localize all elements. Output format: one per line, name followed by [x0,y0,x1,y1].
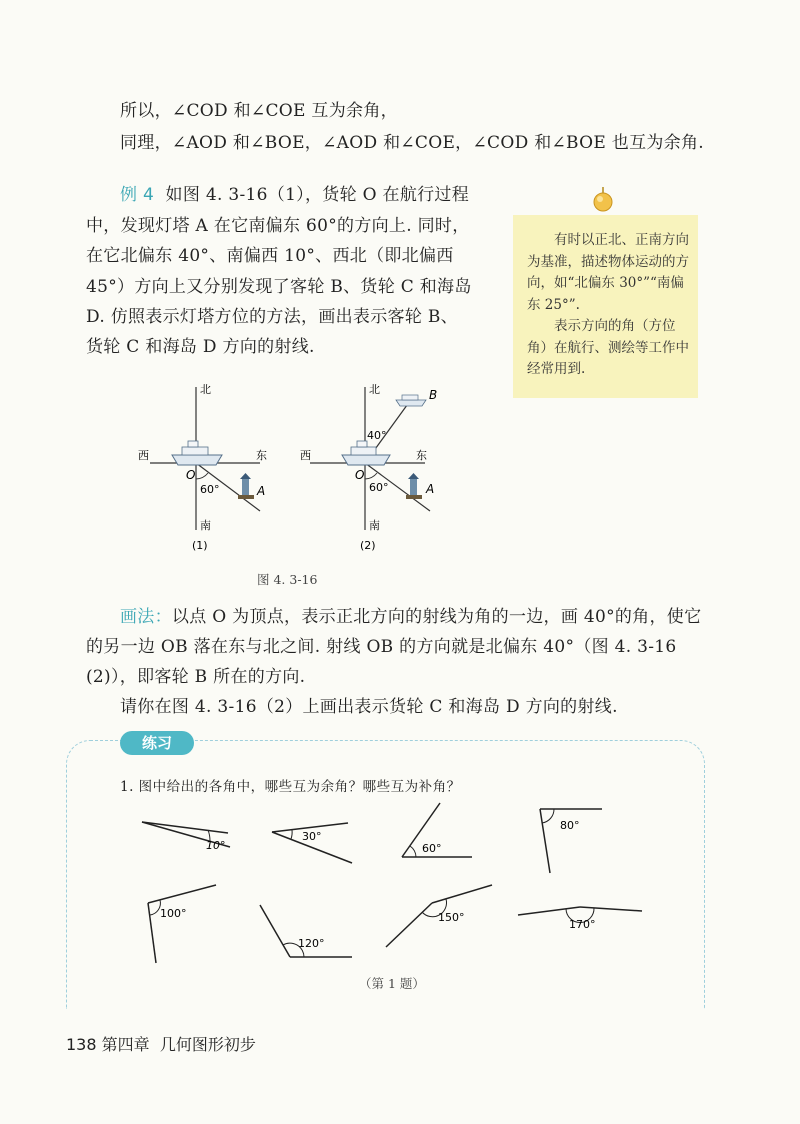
question-caption: （第 1 题） [359,976,425,991]
angle-80 [540,809,602,873]
origin-label: O [186,468,196,482]
angle-120 [260,905,352,957]
angle-arc [196,473,208,479]
task-line: 请你在图 4. 3-16（2）上画出表示货轮 C 和海岛 D 方向的射线. [120,697,618,717]
example-line [120,180,469,205]
east-label: 东 [416,449,427,462]
east-label: 东 [256,449,267,462]
method-line: (2)），即客轮 B 所在的方向. [86,667,306,687]
text-line: 所以，∠COD 和∠COE 互为余角， [120,101,398,121]
method-line: 的另一边 OB 落在东与北之间. 射线 OB 的方向就是北偏东 40°（图 4. 3-16 [86,637,677,657]
diagram-1 [138,383,267,552]
angles-figure [120,795,660,970]
south-label: 南 [200,519,211,532]
lighthouse-icon [406,473,422,499]
origin-label: O [355,468,365,482]
practice-title: 练习 [120,731,194,755]
sub-caption: (1) [192,539,208,552]
angle-value: 10° [206,839,226,852]
angle-value: 150° [438,911,465,924]
method-line [120,602,701,627]
angle-30 [272,823,352,863]
note-paragraph: 有时以正北、正南方向为基准，描述物体运动的方向，如“北偏东 30°”“南偏东 25°”. [527,232,689,313]
angle-value: 60° [422,842,442,855]
example-label: 例 4 [120,185,155,205]
angle-value: 30° [302,830,322,843]
angle-150 [386,885,492,947]
angle-value: 170° [569,918,596,931]
point-a-label: A [257,484,266,498]
side-note-text [527,230,689,381]
angle-100 [148,885,216,963]
example-line: 中，发现灯塔 A 在它南偏东 60°的方向上. 同时， [86,216,470,236]
example-text: 如图 4. 3-16（1），货轮 O 在航行过程 [165,185,470,205]
angle-label: 60° [200,483,220,496]
angle-60 [402,803,472,857]
example-line: 在它北偏东 40°、南偏西 10°、西北（即北偏西 [86,246,454,266]
west-label: 西 [300,449,311,462]
method-label: 画法： [120,607,172,627]
figure-caption: 图 4. 3-16 [257,572,318,587]
passenger-ship-icon [396,395,426,406]
south-label: 南 [369,519,380,532]
sub-caption: (2) [360,539,376,552]
note-paragraph: 表示方向的角（方位角）在航行、测绘等工作中经常用到. [527,318,689,377]
angle-value: 100° [160,907,187,920]
west-label: 西 [138,449,149,462]
text-line: 同理，∠AOD 和∠BOE，∠AOD 和∠COE，∠COD 和∠BOE 也互为余角. [120,133,705,153]
angle-label: 60° [369,481,389,494]
ship-icon [342,441,390,465]
north-label: 北 [369,383,380,396]
north-label: 北 [200,383,211,396]
angle-170 [518,907,642,931]
example-line: 45°）方向上又分别发现了客轮 B、货轮 C 和海岛 [86,277,472,297]
angle-label: 40° [367,429,387,442]
angle-10 [142,822,230,852]
direction-figure [120,375,460,560]
pushpin-icon [589,185,619,215]
question-1: 1. 图中给出的各角中，哪些互为余角？哪些互为补角？ [120,779,461,795]
angle-value: 120° [298,937,325,950]
page-number: 138 [66,1035,97,1054]
method-text: 以点 O 为顶点，表示正北方向的射线为角的一边，画 40°的角，使它 [171,607,702,627]
example-line: D. 仿照表示灯塔方位的方法，画出表示客轮 B、 [86,307,458,327]
page-footer [66,1032,256,1055]
diagram-2 [300,383,437,552]
chapter-title: 几何图形初步 [159,1035,256,1054]
lighthouse-icon [238,473,254,499]
point-a-label: A [426,482,435,496]
angle-arc [365,473,377,479]
chapter-label: 第四章 [101,1035,150,1054]
point-b-label: B [429,388,438,402]
ship-icon [172,441,222,465]
angle-value: 80° [560,819,580,832]
example-line: 货轮 C 和海岛 D 方向的射线. [86,337,315,357]
